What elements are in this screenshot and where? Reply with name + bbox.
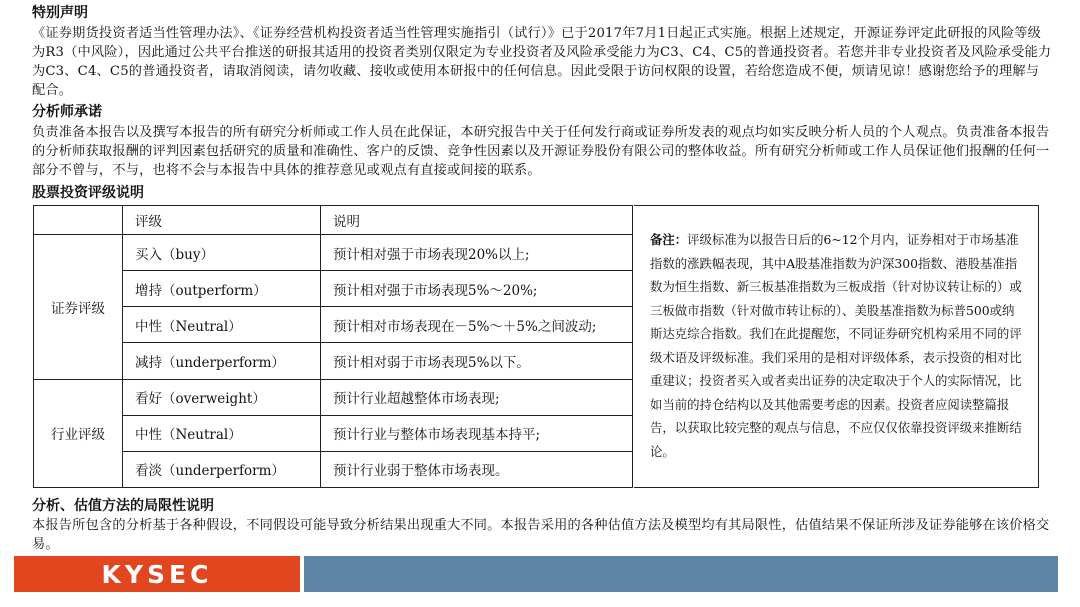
limitations-title: 分析、估值方法的局限性说明 (32, 498, 214, 514)
header-description: 说明 (321, 206, 633, 235)
rating-description: 预计相对强于市场表现20%以上; (321, 235, 633, 271)
note-label: 备注： (650, 232, 688, 247)
stock-rating-category: 证券评级 (34, 235, 123, 380)
table-row (34, 307, 633, 343)
rating-level: 增持（outperform） (123, 271, 321, 307)
header-empty (34, 206, 123, 235)
logo-text: KYSEC (101, 559, 213, 589)
table-row (34, 343, 633, 379)
footer-bar (304, 556, 1058, 592)
analyst-commitment-title: 分析师承诺 (32, 104, 102, 120)
special-statement-title: 特别声明 (32, 5, 88, 21)
special-statement-text: 《证券期货投资者适当性管理办法》、《证券经营机构投资者适当性管理实施指引（试行）》已于2017年7月1日起正式实施。根据上述规定，开源证券评定此研报的风险等级为R3（中风险），因此通过公共平台推送的研报其适用的投资者类别仅限定为专业投资者及风险承受能力为C3、C4、C5的普通投资者。若您并非专业投资者及风险承受能力为C3、C4、C5的普通投资者，请取消阅读，请勿收藏、接收或使用本研报中的任何信息。因此受限于访问权限的设置，若给您造成不便，烦请见谅！感谢您给予的理解与配合。 (32, 26, 1052, 98)
header-level: 评级 (123, 206, 321, 235)
rating-description: 预计相对市场表现在－5%～＋5%之间波动; (321, 307, 633, 343)
rating-level: 看淡（underperform） (123, 451, 321, 487)
rating-description: 预计相对弱于市场表现5%以下。 (321, 343, 633, 379)
rating-description: 预计行业弱于整体市场表现。 (321, 451, 633, 487)
rating-section-title: 股票投资评级说明 (32, 185, 144, 201)
rating-table (33, 205, 633, 488)
table-row (34, 379, 633, 415)
analyst-commitment-text: 负责准备本报告以及撰写本报告的所有研究分析师或工作人员在此保证，本研究报告中关于任何发行商或证券所发表的观点均如实反映分析人员的个人观点。负责准备本报告的分析师获取报酬的评判因素包括研究的质量和准确性、客户的反馈、竞争性因素以及开源证券股份有限公司的整体收益。所有研究分析师或工作人员保证他们报酬的任何一部分不曾与，不与，也将不会与本报告中具体的推荐意见或观点有直接或间接的联系。 (32, 125, 1050, 178)
rating-level: 看好（overweight） (123, 379, 321, 415)
table-row (34, 271, 633, 307)
table-row (34, 451, 633, 487)
rating-description: 预计行业与整体市场表现基本持平; (321, 415, 633, 451)
table-row (34, 415, 633, 451)
kysec-logo (14, 556, 300, 592)
table-row (34, 235, 633, 271)
rating-note (634, 205, 1039, 488)
rating-description: 预计相对强于市场表现5%～20%; (321, 271, 633, 307)
note-text: 评级标准为以报告日后的6~12个月内，证券相对于市场基准指数的涨跌幅表现，其中A股基准指数为沪深300指数、港股基准指数为恒生指数、新三板基准指数为三板成指（针对协议转让标的）或三板做市指数（针对做市转让标的）、美股基准指数为标普500或纳斯达克综合指数。我们在此提醒您，不同证券研究机构采用不同的评级术语及评级标准。我们采用的是相对评级体系，表示投资的相对比重建议；投资者买入或者卖出证券的决定取决于个人的实际情况，比如当前的持仓结构以及其他需要考虑的因素。投资者应阅读整篇报告，以获取比较完整的观点与信息，不应仅仅依靠投资评级来推断结论。 (650, 232, 1022, 459)
table-header-row (34, 206, 633, 235)
rating-level: 买入（buy） (123, 235, 321, 271)
rating-description: 预计行业超越整体市场表现; (321, 379, 633, 415)
industry-rating-category: 行业评级 (34, 379, 123, 487)
limitations-text: 本报告所包含的分析基于各种假设，不同假设可能导致分析结果出现重大不同。本报告采用的各种估值方法及模型均有其局限性，估值结果不保证所涉及证券能够在该价格交易。 (32, 518, 1050, 552)
rating-level: 中性（Neutral） (123, 307, 321, 343)
rating-level: 中性（Neutral） (123, 415, 321, 451)
rating-level: 减持（underperform） (123, 343, 321, 379)
